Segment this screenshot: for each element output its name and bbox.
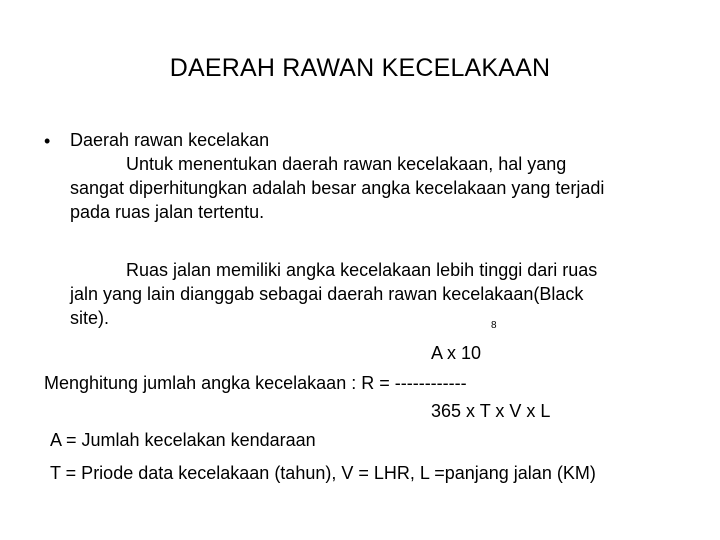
slide-title: DAERAH RAWAN KECELAKAAN <box>169 54 551 82</box>
paragraph2-line1: Ruas jalan memiliki angka kecelakaan lebih tinggi dari ruas <box>126 260 598 280</box>
paragraph1-line2: sangat diperhitungkan adalah besar angka kecelakaan yang terjadi <box>70 178 605 198</box>
bullet-heading: Daerah rawan kecelakan <box>70 130 270 150</box>
paragraph2-line2: jaln yang lain dianggab sebagai daerah rawan kecelakaan(Black <box>70 284 584 304</box>
formula-exponent: 8 <box>491 320 497 331</box>
legend-line-a: A = Jumlah kecelakan kendaraan <box>50 430 316 450</box>
formula-denominator: 365 x T x V x L <box>431 401 551 421</box>
paragraph1-line1: Untuk menentukan daerah rawan kecelakaan, hal yang <box>126 154 567 174</box>
bullet-marker: • <box>44 131 51 151</box>
paragraph1-line3: pada ruas jalan tertentu. <box>70 202 265 222</box>
formula-numerator: A x 10 <box>431 343 482 363</box>
paragraph2-line3: site). <box>70 308 110 328</box>
formula-label: Menghitung jumlah angka kecelakaan : R = ------------ <box>44 373 467 393</box>
legend-line-t: T = Priode data kecelakaan (tahun), V = LHR, L =panjang jalan (KM) <box>50 463 596 483</box>
